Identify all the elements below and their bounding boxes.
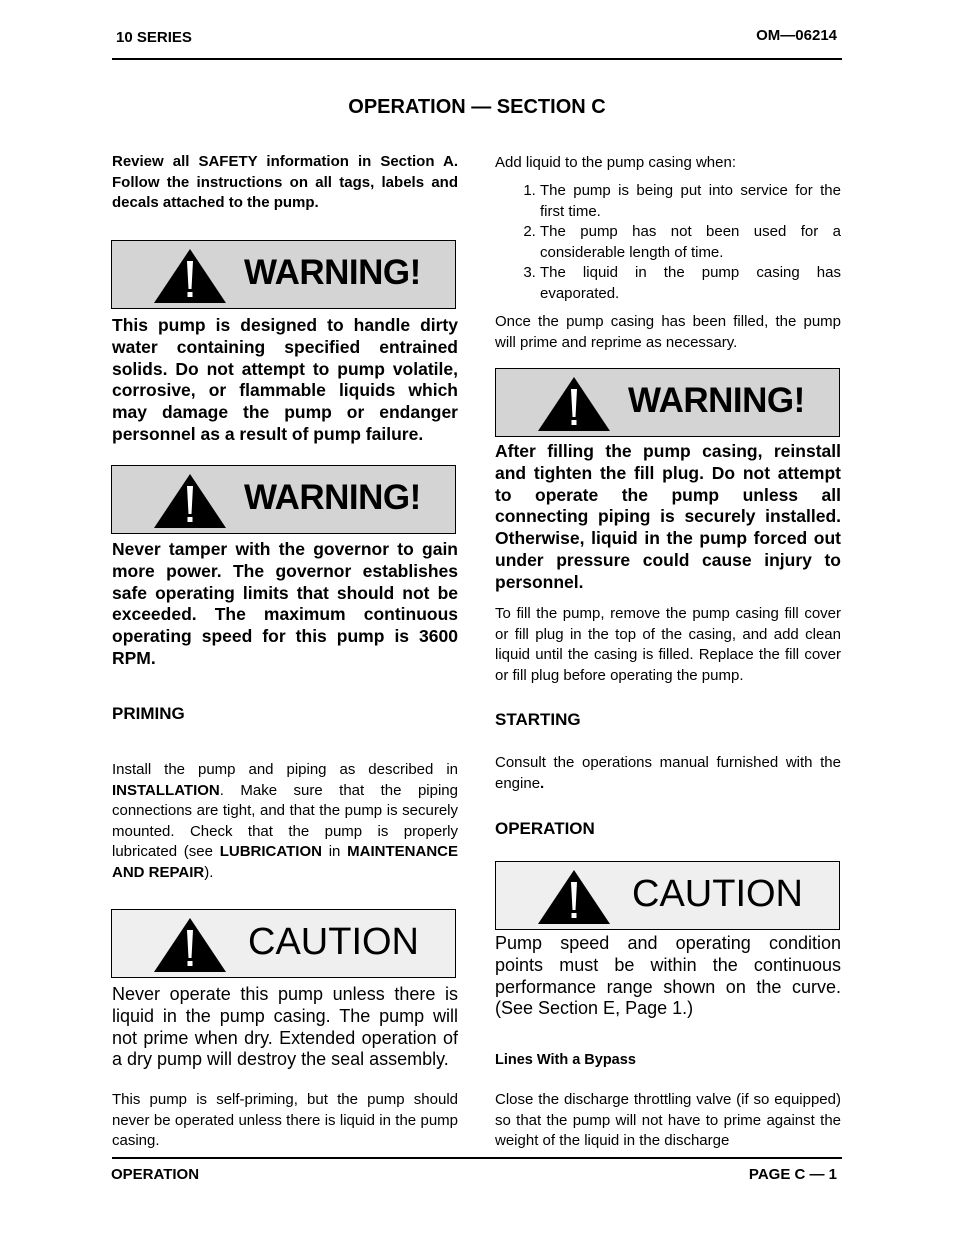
warning-box-3 xyxy=(495,368,840,437)
footer-page-number: PAGE C — 1 xyxy=(748,1166,837,1183)
list-item: 1. The pump is being put into service for the first time. xyxy=(540,181,841,222)
warning-box-1 xyxy=(111,240,456,309)
list-item: 3. The liquid in the pump casing has evaporated. xyxy=(540,263,841,304)
footer-section: OPERATION xyxy=(111,1166,200,1183)
warning-label: WARNING! xyxy=(244,478,421,517)
once-filled-text: Once the pump casing has been filled, the pump will prime and reprime as necessary. xyxy=(495,313,841,351)
warning-label: WARNING! xyxy=(628,381,805,420)
header-rule xyxy=(112,58,842,60)
starting-heading: STARTING xyxy=(495,710,581,729)
caution-label: CAUTION xyxy=(248,921,419,963)
warning-triangle-icon xyxy=(536,375,612,433)
caution-box-2 xyxy=(495,861,840,930)
header-series: 10 SERIES xyxy=(116,29,192,46)
priming-heading: PRIMING xyxy=(112,704,185,723)
list-item: 2. The pump has not been used for a considerable length of time. xyxy=(540,222,841,263)
warning-text-3: After filling the pump casing, reinstall and tighten the fill plug. Do not attempt to operate the pump unless all connecting piping is securely installed. Otherwise, liquid in the pump forced out under pressure could cause injury to personnel. xyxy=(495,441,841,592)
footer-rule xyxy=(112,1157,842,1159)
caution-triangle-icon xyxy=(152,916,228,974)
caution-box-1 xyxy=(111,909,456,978)
starting-text: Consult the operations manual furnished with the engine. xyxy=(495,754,841,792)
self-priming-text: This pump is self-priming, but the pump should never be operated unless there is liquid in the pump casing. xyxy=(112,1091,458,1150)
warning-text-1: This pump is designed to handle dirty water containing specified entrained solids. Do not attempt to pump volatile, corrosive, or flammable liquids which may damage the pump or endanger personnel as a result of pump failure. xyxy=(112,315,458,444)
caution-text-2: Pump speed and operating condition points must be within the continuous performance range shown on the curve. (See Section E, Page 1.) xyxy=(495,933,841,1019)
intro-text: Review all SAFETY information in Section A. Follow the instructions on all tags, labels and decals attached to the pump. xyxy=(112,153,458,212)
warning-text-2: Never tamper with the governor to gain more power. The governor establishes safe operating limits that should not be exceeded. The maximum continuous operating speed for this pump is 3600 RPM. xyxy=(112,539,458,668)
warning-box-2 xyxy=(111,465,456,534)
header-doc-number: OM—06214 xyxy=(756,27,837,44)
caution-triangle-icon xyxy=(536,868,612,926)
left-intro xyxy=(112,152,458,214)
warning-triangle-icon xyxy=(152,247,228,305)
caution-text-1: Never operate this pump unless there is liquid in the pump casing. The pump will not prime when dry. Extended operation of a dry pump will destroy the seal assembly. xyxy=(112,984,458,1070)
add-liquid-text: Add liquid to the pump casing when: xyxy=(495,154,736,171)
bypass-text: Close the discharge throttling valve (if so equipped) so that the pump will not have to prime against the weight of the liquid in the discharge xyxy=(495,1091,841,1150)
add-liquid-steps xyxy=(495,181,841,305)
caution-label: CAUTION xyxy=(632,873,803,915)
bypass-heading: Lines With a Bypass xyxy=(495,1052,636,1068)
priming-text: Install the pump and piping as described in INSTALLATION. Make sure that the piping connections are tight, and that the pump is securely mounted. Check that the pump is properly lubricated (see LUBRICATION in MAINTENANCE AND REPAIR). xyxy=(112,761,458,881)
fill-pump-text: To fill the pump, remove the pump casing fill cover or fill plug in the top of the casing, and add clean liquid until the casing is filled. Replace the fill cover or fill plug before operating the pump. xyxy=(495,605,841,684)
warning-label: WARNING! xyxy=(244,253,421,292)
operation-heading: OPERATION xyxy=(495,819,595,838)
page-title: OPERATION — SECTION C xyxy=(348,96,606,118)
warning-triangle-icon xyxy=(152,472,228,530)
